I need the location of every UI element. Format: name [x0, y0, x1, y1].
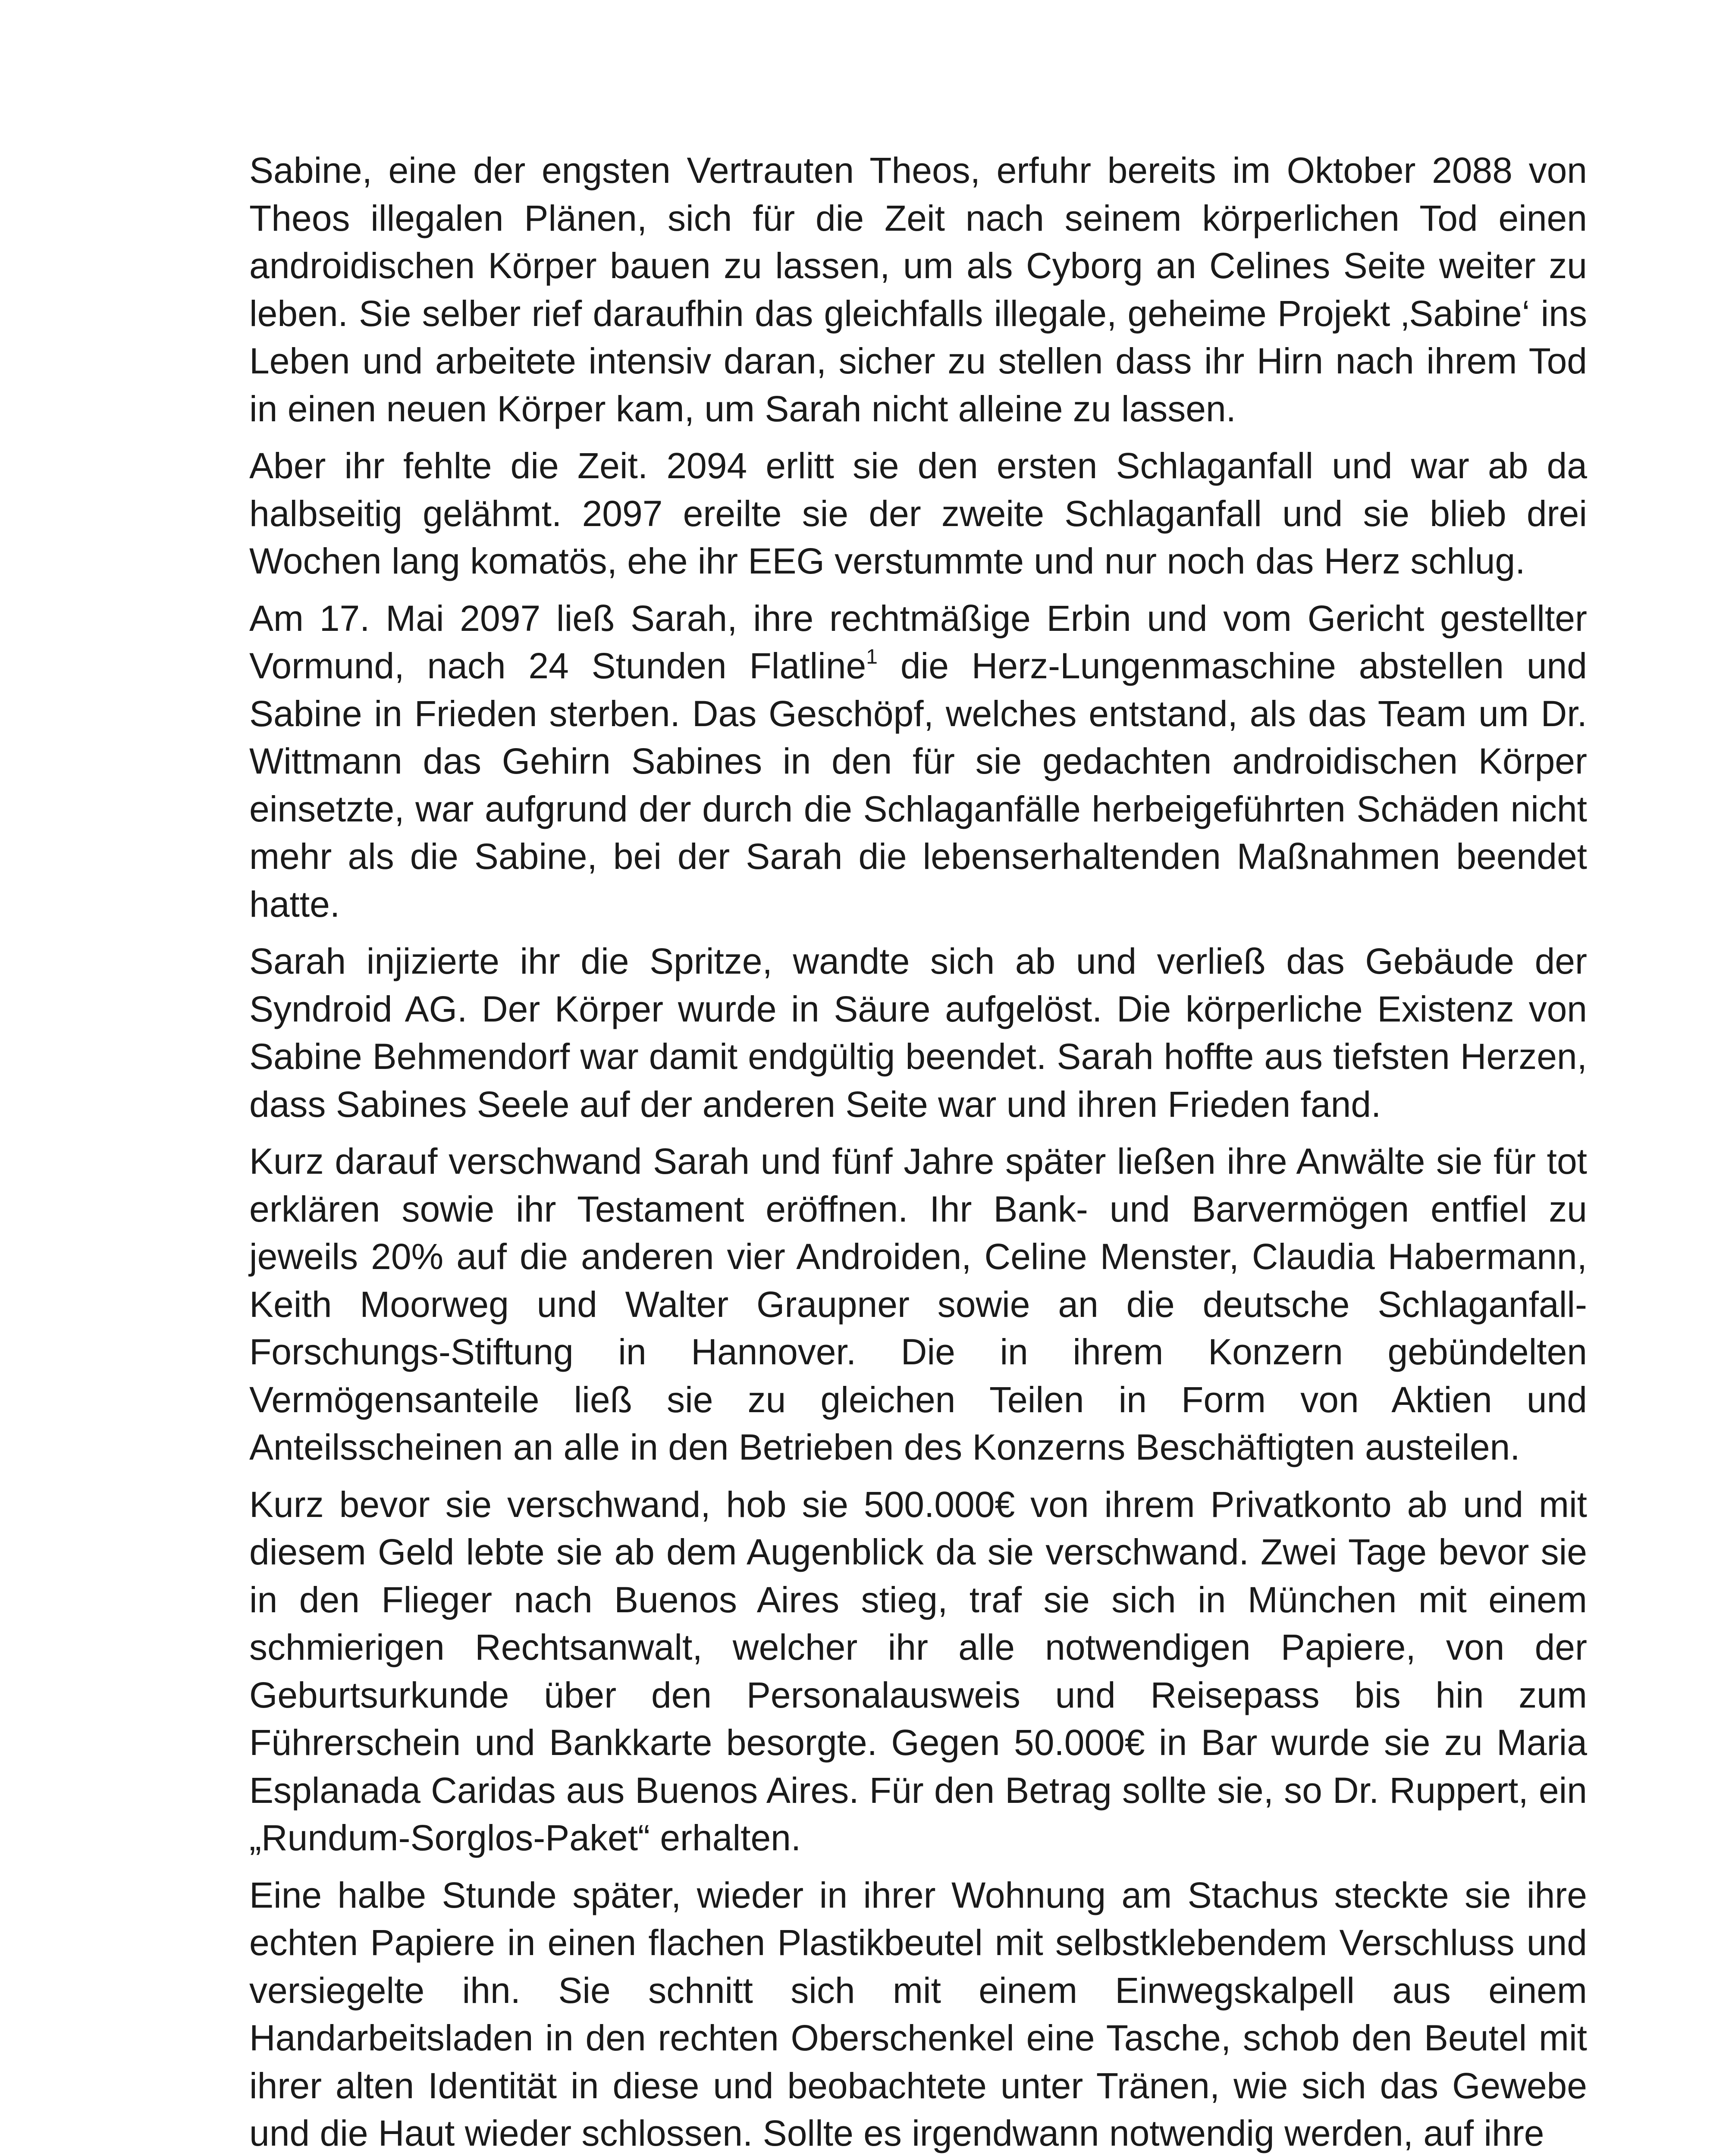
paragraph-4: Sarah injizierte ihr die Spritze, wandte sich ab und verließ das Gebäude der Syndroid AG. Der Körper wurde in Säure aufgelöst. Die körperliche Existenz von Sabine Behmendorf war damit endgültig beendet. Sarah hoffte aus tiefsten Herzen, dass Sabines Seele auf der anderen Seite war und ihren Frieden fand. — [249, 941, 1587, 1125]
paragraph-1: Sabine, eine der engsten Vertrauten Theos, erfuhr bereits im Oktober 2088 von Theos illegalen Plänen, sich für die Zeit nach seinem körperlichen Tod einen androidischen Körper bauen zu lassen, um als Cyborg an Celines Seite weiter zu leben. Sie selber rief daraufhin das gleichfalls illegale, geheime Projekt ‚Sabine‘ ins Leben und arbeitete intensiv daran, sicher zu stellen dass ihr Hirn nach ihrem Tod in einen neuen Körper kam, um Sarah nicht alleine zu lassen. — [249, 150, 1587, 429]
paragraph-3 — [249, 595, 1587, 928]
paragraph-2: Aber ihr fehlte die Zeit. 2094 erlitt sie den ersten Schlaganfall und war ab da halbseitig gelähmt. 2097 ereilte sie der zweite Schlaganfall und sie blieb drei Wochen lang komatös, ehe ihr EEG verstummte und nur noch das Herz schlug. — [249, 445, 1587, 581]
paragraph-6: Kurz bevor sie verschwand, hob sie 500.000€ von ihrem Privatkonto ab und mit diesem Geld lebte sie ab dem Augenblick da sie verschwand. Zwei Tage bevor sie in den Flieger nach Buenos Aires stieg, traf sie sich in München mit einem schmierigen Rechtsanwalt, welcher ihr alle notwendigen Papiere, von der Geburtsurkunde über den Personalausweis und Reisepass bis hin zum Führerschein und Bankkarte besorgte. Gegen 50.000€ in Bar wurde sie zu Maria Esplanada Caridas aus Buenos Aires. Für den Betrag sollte sie, so Dr. Ruppert, ein „Rundum-Sorglos-Paket“ erhalten. — [249, 1484, 1587, 1858]
paragraph-5: Kurz darauf verschwand Sarah und fünf Jahre später ließen ihre Anwälte sie für tot erklären sowie ihr Testament eröffnen. Ihr Bank- und Barvermögen entfiel zu jeweils 20% auf die anderen vier Androiden, Celine Menster, Claudia Habermann, Keith Moorweg und Walter Graupner sowie an die deutsche Schlaganfall-Forschungs-Stiftung in Hannover. Die in ihrem Konzern gebündelten Vermögensanteile ließ sie zu gleichen Teilen in Form von Aktien und Anteilsscheinen an alle in den Betrieben des Konzerns Beschäftigten austeilen. — [249, 1141, 1587, 1467]
paragraph-3-text-after: die Herz-Lungenmaschine abstellen und Sabine in Frieden sterben. Das Geschöpf, welches entstand, als das Team um Dr. Wittmann das Gehirn Sabines in den für sie gedachten androidischen Körper einsetzte, war aufgrund der durch die Schlaganfälle herbeigeführten Schäden nicht mehr als die Sabine, bei der Sarah die lebenserhaltenden Maßnahmen beendet hatte. — [249, 646, 1587, 924]
paragraph-3-text-before: Am 17. Mai 2097 ließ Sarah, ihre rechtmäßige Erbin und vom Gericht gestellter Vormund, nach 24 Stunden Flatline — [249, 598, 1587, 686]
body-text — [249, 147, 1587, 2156]
paragraph-7: Eine halbe Stunde später, wieder in ihrer Wohnung am Stachus steckte sie ihre echten Papiere in einen flachen Plastikbeutel mit selbstklebendem Verschluss und versiegelte ihn. Sie schnitt sich mit einem Einwegskalpell aus einem Handarbeitsladen in den rechten Oberschenkel eine Tasche, schob den Beutel mit ihrer alten Identität in diese und beobachtete unter Tränen, wie sich das Gewebe und die Haut wieder schlossen. Sollte es irgendwann notwendig werden, auf ihre — [249, 1874, 1587, 2153]
footnote-marker[interactable]: 1 — [866, 646, 878, 668]
